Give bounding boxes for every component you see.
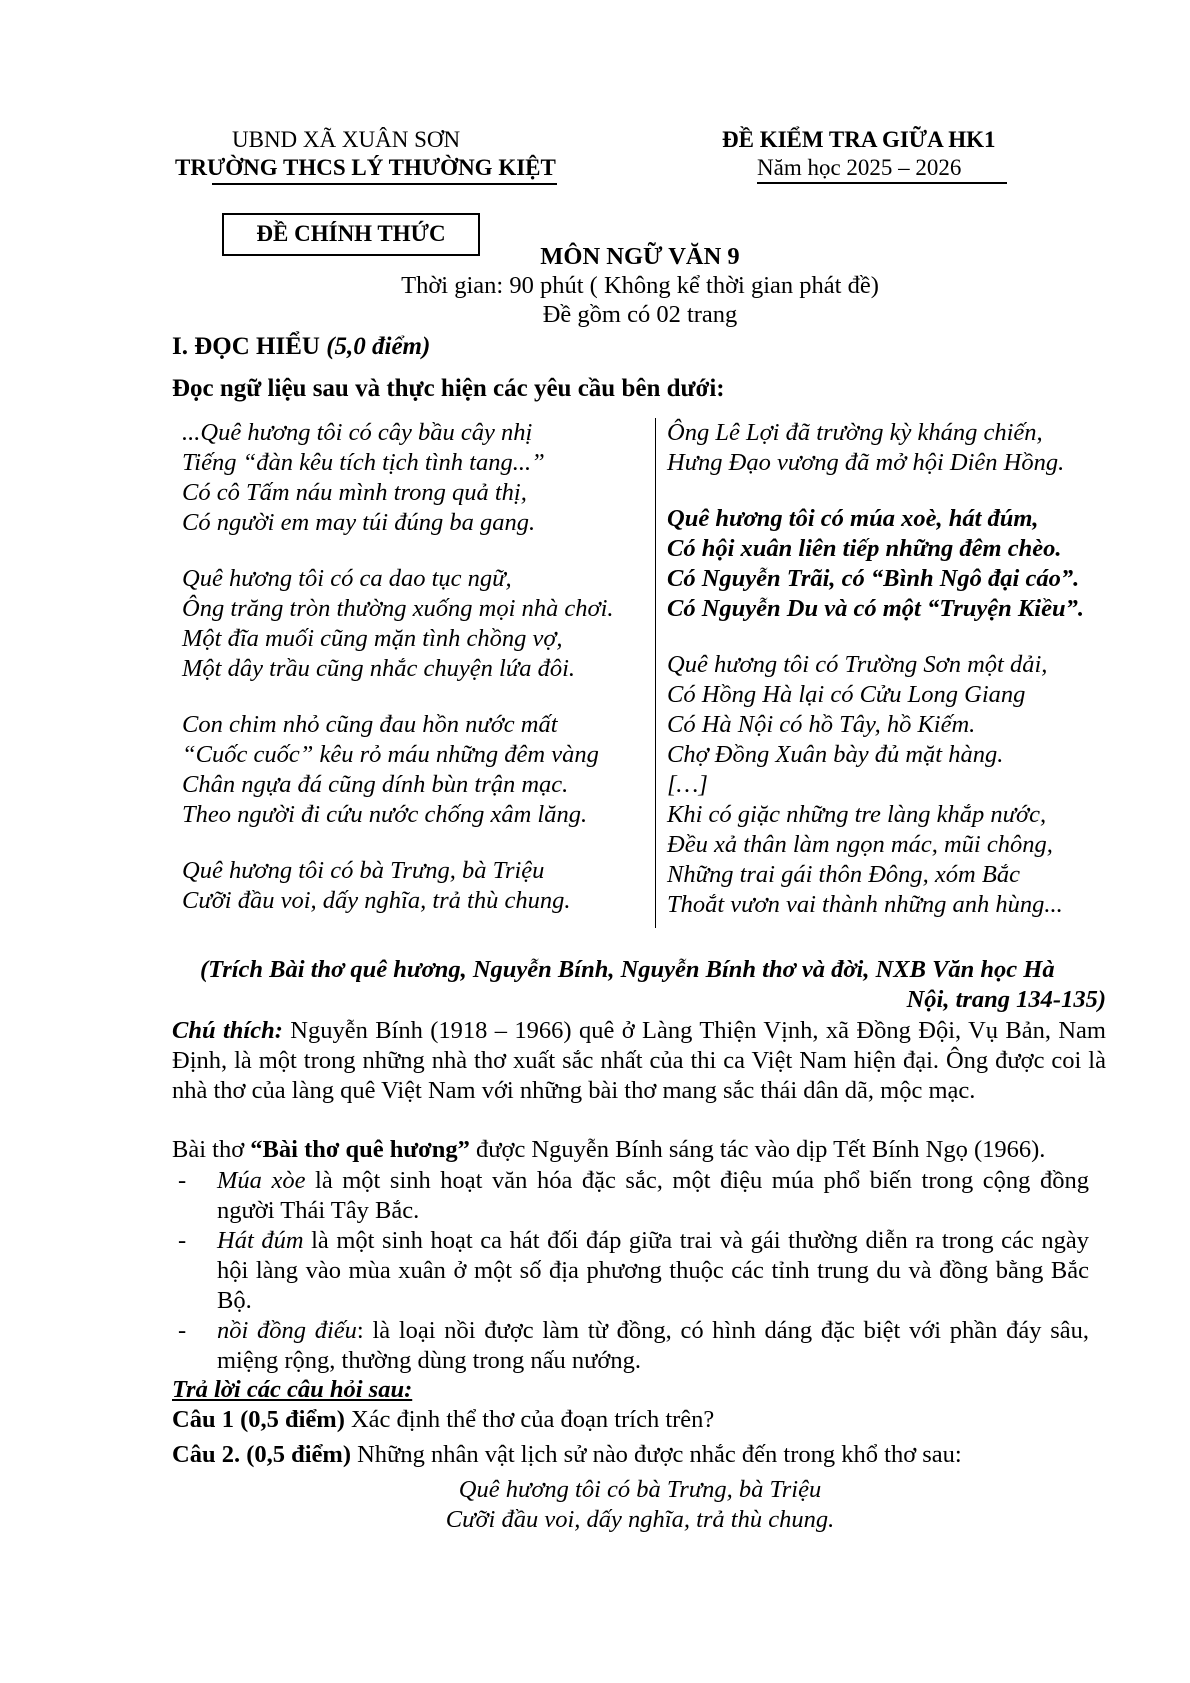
poem-line: Đều xả thân làm ngọn mác, mũi chông, bbox=[667, 831, 1053, 858]
note-bullet bbox=[178, 1226, 1108, 1316]
poem-line: Một đĩa muối cũng mặn tình chồng vợ, bbox=[182, 625, 563, 652]
question-2-text: Những nhân vật lịch sử nào được nhắc đến trong khổ thơ sau: bbox=[350, 1441, 962, 1468]
question-2-quote-line: Quê hương tôi có bà Trưng, bà Triệu bbox=[458, 1476, 822, 1503]
reading-instruction: Đọc ngữ liệu sau và thực hiện các yêu cầu bên dưới: bbox=[172, 375, 725, 402]
poem-line: ...Quê hương tôi có cây bầu cây nhị bbox=[182, 419, 533, 446]
bullet-dash: - bbox=[178, 1317, 187, 1344]
official-stamp: ĐỀ CHÍNH THỨC bbox=[256, 221, 446, 246]
note-bullet bbox=[178, 1166, 1108, 1226]
poem-line: Có người em may túi đúng ba gang. bbox=[182, 509, 536, 536]
poem-line: Con chim nhỏ cũng đau hồn nước mất bbox=[182, 711, 558, 738]
poem-line: Hưng Đạo vương đã mở hội Diên Hồng. bbox=[667, 449, 1065, 476]
questions-heading: Trả lời các câu hỏi sau: bbox=[172, 1376, 413, 1403]
bullet-term: Hát đúm bbox=[217, 1227, 304, 1254]
poem-origin-title: “Bài thơ quê hương” bbox=[250, 1136, 470, 1163]
poem-line: Tiếng “đàn kêu tích tịch tình tang...” bbox=[182, 449, 545, 476]
poem-line: […] bbox=[667, 771, 708, 798]
poem-divider bbox=[655, 418, 656, 928]
poem-line: Có Hà Nội có hồ Tây, hồ Kiếm. bbox=[667, 711, 976, 738]
district-name: UBND XÃ XUÂN SƠN bbox=[232, 127, 461, 152]
section-title: I. ĐỌC HIỂU bbox=[172, 333, 320, 360]
subject-title: MÔN NGỮ VĂN 9 bbox=[540, 243, 740, 270]
poem-line: Cưỡi đầu voi, dấy nghĩa, trả thù chung. bbox=[182, 887, 571, 914]
notes-paragraph bbox=[172, 1016, 1106, 1106]
poem-line: Có Nguyễn Trãi, có “Bình Ngô đại cáo”. bbox=[667, 565, 1080, 592]
poem-line: Khi có giặc những tre làng khắp nước, bbox=[667, 801, 1047, 828]
poem-line: Quê hương tôi có ca dao tục ngữ, bbox=[182, 565, 512, 592]
question-1 bbox=[172, 1406, 714, 1434]
bullet-term: Múa xòe bbox=[217, 1167, 306, 1194]
poem-origin-pre: Bài thơ bbox=[172, 1136, 251, 1163]
bullet-dash: - bbox=[178, 1167, 187, 1194]
section-points: (5,0 điểm) bbox=[326, 333, 431, 360]
poem-line: Theo người đi cứu nước chống xâm lăng. bbox=[182, 801, 588, 828]
poem-left-column bbox=[182, 418, 614, 916]
poem-line: “Cuốc cuốc” kêu rỏ máu những đêm vàng bbox=[182, 741, 599, 768]
school-year: Năm học 2025 – 2026 bbox=[757, 155, 962, 180]
year-underline bbox=[757, 182, 1007, 184]
poem-line: Có hội xuân liên tiếp những đêm chèo. bbox=[667, 535, 1062, 562]
question-2 bbox=[172, 1441, 962, 1469]
poem-line: Thoắt vươn vai thành những anh hùng... bbox=[667, 891, 1063, 918]
poem-line: Những trai gái thôn Đông, xóm Bắc bbox=[667, 861, 1020, 888]
poem-line: Chân ngựa đá cũng dính bùn trận mạc. bbox=[182, 771, 569, 798]
notes-label: Chú thích: bbox=[172, 1017, 283, 1044]
question-1-text: Xác định thể thơ của đoạn trích trên? bbox=[344, 1406, 715, 1433]
section-heading bbox=[172, 333, 430, 361]
poem-line: Có Hồng Hà lại có Cửu Long Giang bbox=[667, 681, 1026, 708]
poem-line: Ông trăng tròn thường xuống mọi nhà chơi. bbox=[182, 595, 614, 622]
bullet-text: là một sinh hoạt văn hóa đặc sắc, một điệu múa phổ biến trong cộng đồng người Thái Tây Bắc. bbox=[217, 1167, 1089, 1224]
question-2-label: Câu 2. (0,5 điểm) bbox=[172, 1441, 351, 1468]
exam-title: ĐỀ KIỂM TRA GIỮA HK1 bbox=[722, 127, 996, 152]
notes-text: Nguyễn Bính (1918 – 1966) quê ở Làng Thiện Vịnh, xã Đồng Đội, Vụ Bản, Nam Định, là một trong những nhà thơ xuất sắc nhất của thi ca Việt Nam hiện đại. Ông được coi là nhà thơ của làng quê Việt Nam với những bài thơ mang sắc thái dân dã, mộc mạc. bbox=[172, 1017, 1106, 1104]
bullet-text: là một sinh hoạt ca hát đối đáp giữa trai và gái thường diễn ra trong các ngày hội làng vào mùa xuân ở một số địa phương thuộc các tỉnh trung du và đồng bằng Bắc Bộ. bbox=[217, 1227, 1089, 1314]
poem-line: Có cô Tấm náu mình trong quả thị, bbox=[182, 479, 527, 506]
page-count: Đề gồm có 02 trang bbox=[542, 301, 738, 328]
note-bullet bbox=[178, 1316, 1108, 1376]
bullet-text: : là loại nồi được làm từ đồng, có hình dáng đặc biệt với phần đáy sâu, miệng rộng, thường dùng trong nấu nướng. bbox=[217, 1317, 1089, 1374]
bullet-term: nồi đồng điếu bbox=[217, 1317, 357, 1344]
citation-line-2: Nội, trang 134-135) bbox=[906, 986, 1106, 1013]
poem-line: Chợ Đồng Xuân bày đủ mặt hàng. bbox=[667, 741, 1004, 768]
poem-origin-post: được Nguyễn Bính sáng tác vào dịp Tết Bính Ngọ (1966). bbox=[469, 1136, 1046, 1163]
citation-line-1: (Trích Bài thơ quê hương, Nguyễn Bính, Nguyễn Bính thơ và đời, NXB Văn học Hà bbox=[200, 956, 1055, 983]
poem-line: Một dây trầu cũng nhắc chuyện lứa đôi. bbox=[182, 655, 576, 682]
exam-time: Thời gian: 90 phút ( Không kể thời gian phát đề) bbox=[401, 272, 879, 299]
question-2-quote-line: Cưỡi đầu voi, dấy nghĩa, trả thù chung. bbox=[445, 1506, 835, 1533]
poem-origin-line bbox=[172, 1136, 1045, 1164]
poem-line: Ông Lê Lợi đã trường kỳ kháng chiến, bbox=[667, 419, 1043, 446]
poem-line: Quê hương tôi có Trường Sơn một dải, bbox=[667, 651, 1048, 678]
bullet-dash: - bbox=[178, 1227, 187, 1254]
poem-line: Quê hương tôi có múa xoè, hát đúm, bbox=[667, 505, 1039, 532]
poem-line: Có Nguyễn Du và có một “Truyện Kiều”. bbox=[667, 595, 1084, 622]
poem-right-column bbox=[667, 418, 1084, 920]
poem-line: Quê hương tôi có bà Trưng, bà Triệu bbox=[182, 857, 545, 884]
school-name: TRƯỜNG THCS LÝ THƯỜNG KIỆT bbox=[175, 155, 556, 180]
question-1-label: Câu 1 (0,5 điểm) bbox=[172, 1406, 345, 1433]
school-underline bbox=[212, 183, 557, 185]
